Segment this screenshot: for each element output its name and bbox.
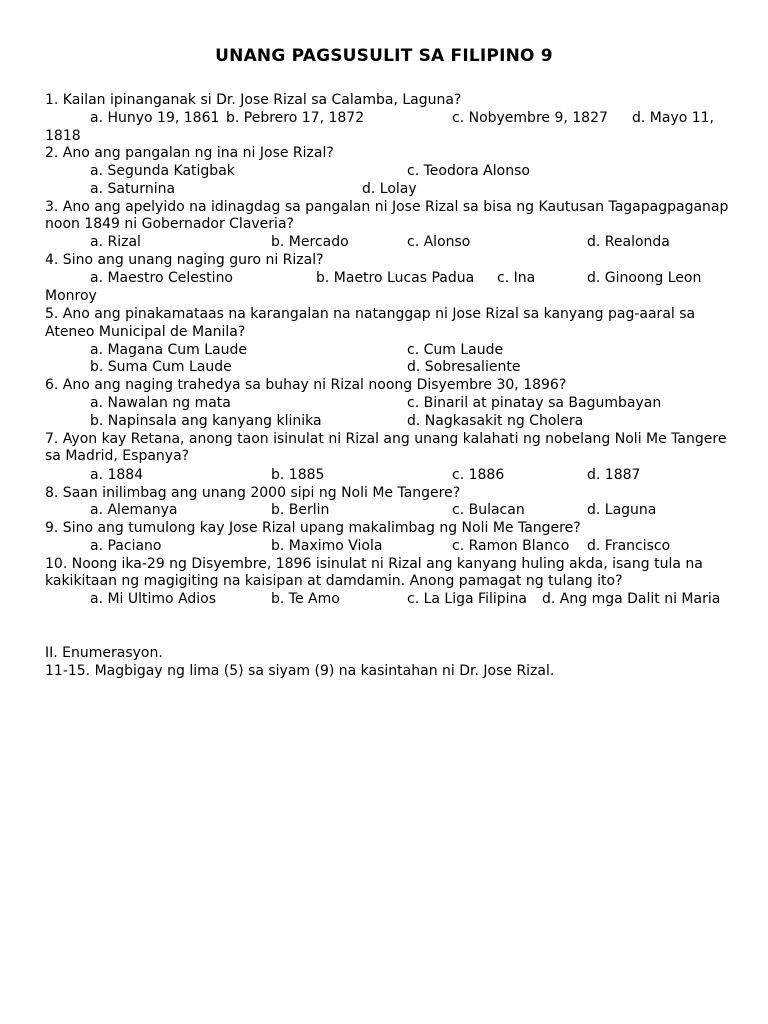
q6-option-d: d. Nagkasakit ng Cholera [407, 413, 584, 429]
q7-option-a: a. 1884 [90, 467, 144, 483]
question-10-continued: kakikitaan ng magigiting na kaisipan at damdamin. Anong pamagat ng tulang ito? [45, 573, 623, 589]
q1-option-d-continued: 1818 [45, 128, 81, 144]
q7-option-c: c. 1886 [452, 467, 505, 483]
q7-option-d: d. 1887 [587, 467, 641, 483]
q10-option-c: c. La Liga Filipina [407, 591, 527, 607]
question-3: 3. Ano ang apelyido na idinagdag sa pangalan ni Jose Rizal sa bisa ng Kautusan Tagapagpaganap [45, 199, 729, 215]
q1-option-d: d. Mayo 11, [632, 110, 715, 126]
question-6: 6. Ano ang naging trahedya sa buhay ni Rizal noong Disyembre 30, 1896? [45, 377, 567, 393]
q3-option-b: b. Mercado [271, 234, 349, 250]
q4-option-d-continued: Monroy [45, 288, 97, 304]
q8-option-a: a. Alemanya [90, 502, 178, 518]
question-7-continued: sa Madrid, Espanya? [45, 448, 190, 464]
q4-option-d: d. Ginoong Leon [587, 270, 702, 286]
q8-option-d: d. Laguna [587, 502, 657, 518]
q7-option-b: b. 1885 [271, 467, 325, 483]
q10-option-d: d. Ang mga Dalit ni Maria [542, 591, 721, 607]
q5-option-c: c. Cum Laude [407, 342, 504, 358]
question-8: 8. Saan inilimbag ang unang 2000 sipi ng Noli Me Tangere? [45, 485, 461, 501]
q10-option-a: a. Mi Ultimo Adios [90, 591, 217, 607]
question-3-continued: noon 1849 ni Gobernador Claveria? [45, 216, 294, 232]
q9-option-d: d. Francisco [587, 538, 671, 554]
question-9: 9. Sino ang tumulong kay Jose Rizal upang makalimbag ng Noli Me Tangere? [45, 520, 581, 536]
q5-option-b: b. Suma Cum Laude [90, 359, 232, 375]
q6-option-b: b. Napinsala ang kanyang klinika [90, 413, 322, 429]
question-2: 2. Ano ang pangalan ng ina ni Jose Rizal? [45, 145, 334, 161]
q4-option-b: b. Maetro Lucas Padua [316, 270, 475, 286]
q9-option-c: c. Ramon Blanco [452, 538, 570, 554]
q2-option-c: c. Teodora Alonso [407, 163, 530, 179]
q2-option-d: d. Lolay [362, 181, 417, 197]
q1-option-a: a. Hunyo 19, 1861 [90, 110, 220, 126]
enumeration-instruction: 11-15. Magbigay ng lima (5) sa siyam (9) na kasintahan ni Dr. Jose Rizal. [45, 663, 555, 679]
q3-option-a: a. Rizal [90, 234, 141, 250]
page-title: UNANG PAGSUSULIT SA FILIPINO 9 [215, 46, 553, 66]
question-1: 1. Kailan ipinanganak si Dr. Jose Rizal sa Calamba, Laguna? [45, 92, 462, 108]
q8-option-c: c. Bulacan [452, 502, 525, 518]
q1-option-c: c. Nobyembre 9, 1827 [452, 110, 608, 126]
q8-option-b: b. Berlin [271, 502, 330, 518]
q10-option-b: b. Te Amo [271, 591, 340, 607]
question-7: 7. Ayon kay Retana, anong taon isinulat ni Rizal ang unang kalahati ng nobelang Noli Me Tangere [45, 431, 727, 447]
q1-option-b: b. Pebrero 17, 1872 [226, 110, 365, 126]
question-5-continued: Ateneo Municipal de Manila? [45, 324, 246, 340]
question-10: 10. Noong ika-29 ng Disyembre, 1896 isinulat ni Rizal ang kanyang huling akda, isang tula na [45, 556, 703, 572]
q9-option-b: b. Maximo Viola [271, 538, 383, 554]
q4-option-a: a. Maestro Celestino [90, 270, 234, 286]
section-heading-enumeration: II. Enumerasyon. [45, 645, 163, 661]
q3-option-d: d. Realonda [587, 234, 670, 250]
q2-option-a-second: a. Saturnina [90, 181, 176, 197]
q5-option-d: d. Sobresaliente [407, 359, 521, 375]
question-4: 4. Sino ang unang naging guro ni Rizal? [45, 252, 324, 268]
q5-option-a: a. Magana Cum Laude [90, 342, 247, 358]
question-5: 5. Ano ang pinakamataas na karangalan na natanggap ni Jose Rizal sa kanyang pag-aaral sa [45, 306, 696, 322]
q9-option-a: a. Paciano [90, 538, 162, 554]
q2-option-a: a. Segunda Katigbak [90, 163, 235, 179]
q6-option-a: a. Nawalan ng mata [90, 395, 231, 411]
q6-option-c: c. Binaril at pinatay sa Bagumbayan [407, 395, 662, 411]
q4-option-c: c. Ina [497, 270, 536, 286]
q3-option-c: c. Alonso [407, 234, 471, 250]
